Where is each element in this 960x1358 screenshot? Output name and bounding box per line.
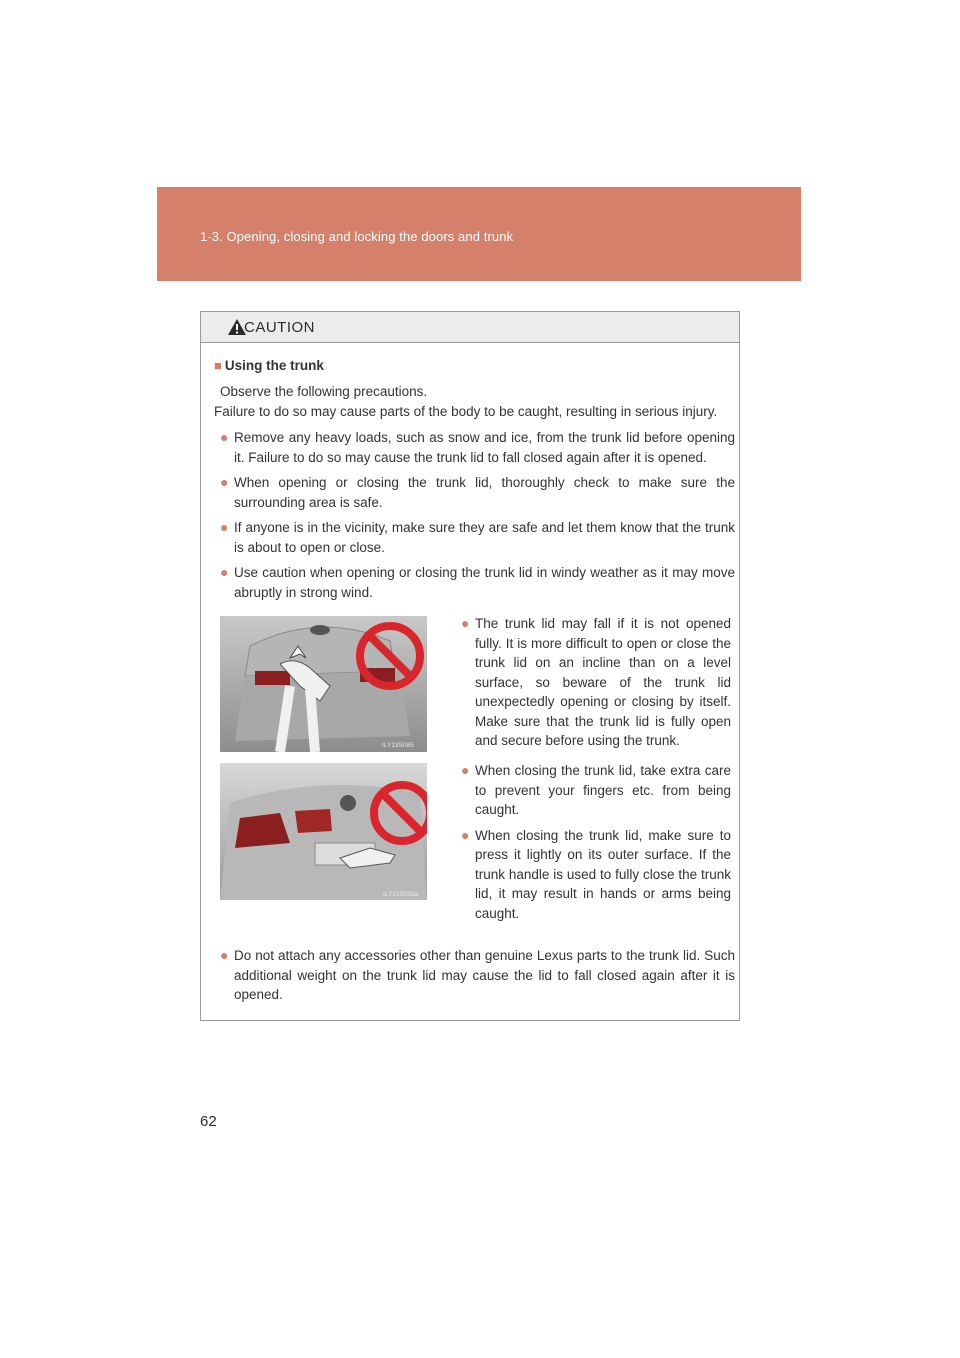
list-item xyxy=(220,518,735,557)
illustration-hand-caught xyxy=(220,763,427,900)
image-2-caption xyxy=(461,761,731,923)
image-code: ILY13S085 xyxy=(382,742,414,749)
list-item xyxy=(220,563,735,602)
image-code: ILY13S039a xyxy=(383,891,419,898)
list-item-text: When opening or closing the trunk lid, thoroughly check to make sure the surrounding area is safe. xyxy=(234,475,735,510)
section-title-text: Using the trunk xyxy=(224,358,324,373)
list-item-text: Use caution when opening or closing the trunk lid in windy weather as it may move abruptly in strong wind. xyxy=(234,565,735,600)
bullet-icon: ● xyxy=(220,564,229,580)
intro-text xyxy=(214,382,740,421)
list-item-text: When closing the trunk lid, take extra care to prevent your fingers etc. from being caught. xyxy=(475,763,731,817)
bullet-icon: ● xyxy=(220,429,229,445)
illustration-trunk-lid-falling xyxy=(220,616,427,752)
image-1-caption xyxy=(461,614,731,751)
car-rear-closed-trunk-image xyxy=(220,763,427,900)
list-item-text: The trunk lid may fall if it is not opened fully. It is more difficult to open or close the trunk lid on an incline than on a level surface, so beware of the trunk lid unexpectedly opening or closing by itself. Make sure that the trunk lid is fully open and secure before using the trunk. xyxy=(475,616,731,748)
list-item-text: If anyone is in the vicinity, make sure they are safe and let them know that the trunk is about to open or close. xyxy=(234,520,735,555)
bullet-icon: ● xyxy=(461,826,470,843)
list-item-text: When closing the trunk lid, make sure to press it lightly on its outer surface. If the trunk handle is used to fully close the trunk lid, it may result in hands or arms being caught. xyxy=(475,827,731,921)
list-item xyxy=(220,473,735,512)
bullet-icon: ● xyxy=(461,762,470,778)
bullet-list-top xyxy=(220,428,735,602)
bullet-icon: ● xyxy=(220,474,229,490)
intro-line-1: Observe the following precautions. xyxy=(220,384,428,399)
intro-line-2: Failure to do so may cause parts of the body to be caught, resulting in serious injury. xyxy=(214,403,718,419)
list-item-text: Remove any heavy loads, such as snow and ice, from the trunk lid before opening it. Failure to do so may cause the trunk lid to fall closed again after it is opened. xyxy=(234,430,735,465)
page-number: 62 xyxy=(200,1113,217,1130)
list-item xyxy=(461,761,731,820)
caution-header xyxy=(201,312,739,343)
section-marker-icon: ■ xyxy=(214,358,222,373)
bullet-icon: ● xyxy=(220,947,229,963)
section-header-title: 1-3. Opening, closing and locking the doors and trunk xyxy=(200,229,514,244)
list-item xyxy=(461,826,731,924)
list-item xyxy=(461,614,731,751)
bullet-list-bottom xyxy=(220,946,735,1005)
section-title xyxy=(214,356,324,376)
list-item xyxy=(220,946,735,1005)
caution-label: CAUTION xyxy=(244,319,315,336)
bullet-icon: ● xyxy=(220,519,229,535)
list-item-text: Do not attach any accessories other than genuine Lexus parts to the trunk lid. Such additional weight on the trunk lid may cause the lid to fall closed again after it is opened. xyxy=(234,948,735,1002)
bullet-icon: ● xyxy=(461,615,470,631)
list-item xyxy=(220,428,735,467)
car-rear-open-trunk-image xyxy=(220,616,427,752)
caution-box xyxy=(200,311,740,1021)
